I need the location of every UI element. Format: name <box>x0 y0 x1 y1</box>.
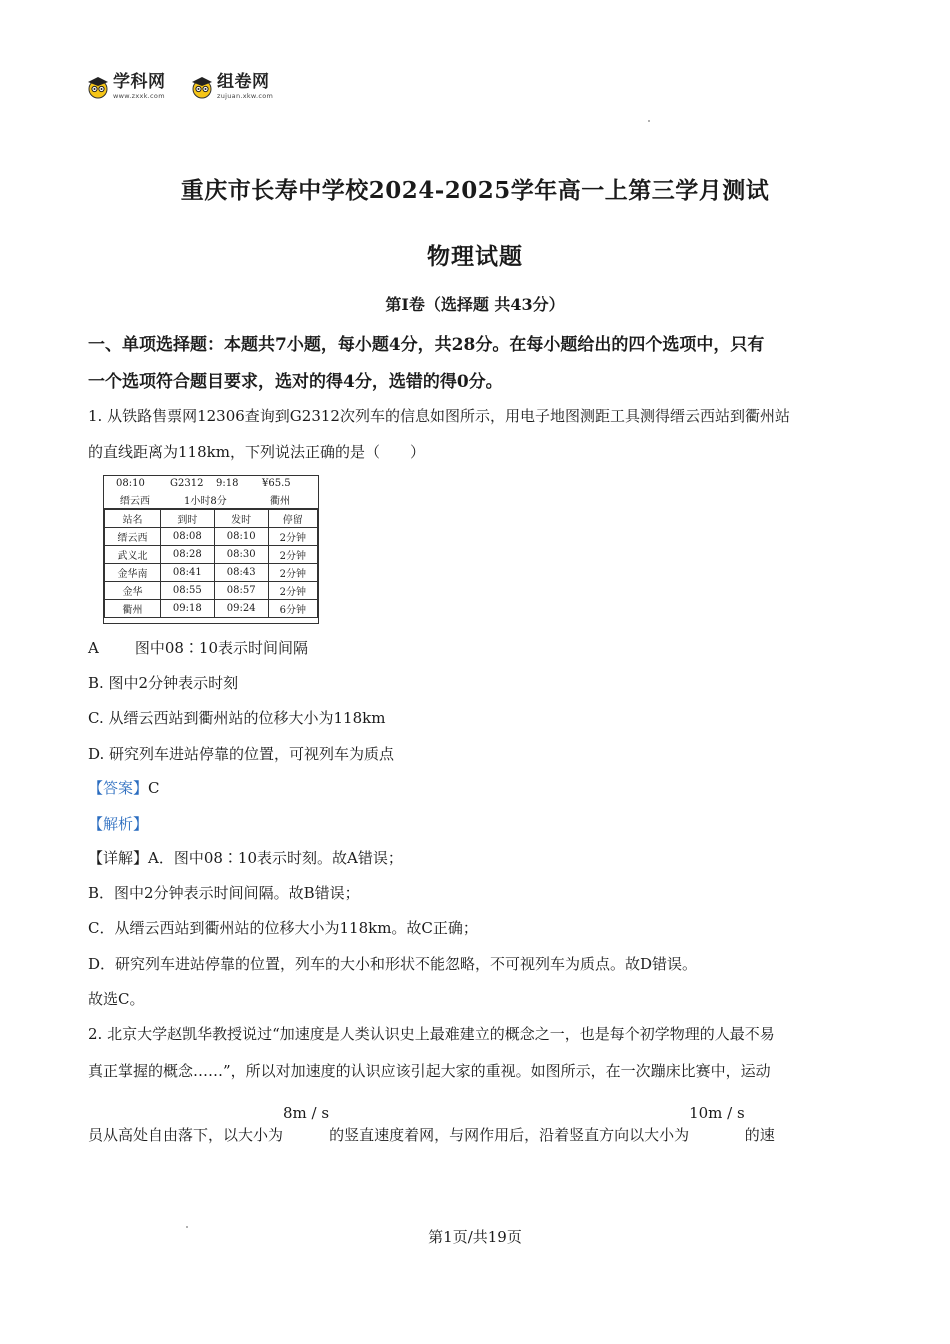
q2-line3 <box>88 1104 775 1145</box>
section-heading-line1: 一、单项选择题：本题共7小题，每小题4分，共28分。在每小题给出的四个选项中，只有 <box>88 335 765 355</box>
table-cell: 2分钟 <box>268 528 317 546</box>
table-cell: 金华南 <box>105 564 161 582</box>
page-subtitle: 物理试题 <box>427 243 523 270</box>
train-number: G2312 <box>170 478 204 489</box>
from-station: 缙云西 <box>120 496 150 507</box>
detail-c: C．从缙云西站到衢州站的位移大小为118km。故C正确； <box>88 919 478 937</box>
table-cell: 08:08 <box>160 528 214 546</box>
table-cell: 2分钟 <box>268 546 317 564</box>
detail-d: D．研究列车进站停靠的位置，列车的大小和形状不能忽略，不可视列车为质点。故D错误。 <box>88 955 698 973</box>
logo-name: 学科网 <box>113 72 166 93</box>
table-cell: 2分钟 <box>268 564 317 582</box>
duration: 1小时8分 <box>184 496 227 507</box>
table-row <box>105 546 318 564</box>
option-d: D. 研究列车进站停靠的位置，可视列车为质点 <box>88 745 395 763</box>
table-cell: 武义北 <box>105 546 161 564</box>
table-cell: 09:24 <box>214 600 268 618</box>
table-cell: 金华 <box>105 582 161 600</box>
table-cell: 08:30 <box>214 546 268 564</box>
q1-stem-line1: 1. 从铁路售票网12306查询到G2312次列车的信息如图所示，用电子地图测距工具测得缙云西站到衢州站 <box>88 407 790 425</box>
page-title: 重庆市长寿中学校2024-2025学年高一上第三学月测试 <box>180 177 770 204</box>
q2-line3-c: 的速 <box>744 1126 775 1144</box>
table-cell: 08:10 <box>214 528 268 546</box>
detail-a: A．图中08∶10表示时刻。故A错误； <box>148 849 403 867</box>
logo-xuekewang <box>86 72 166 102</box>
option-a-text: 图中08∶10表示时间间隔 <box>134 639 309 657</box>
to-station: 衢州 <box>270 496 290 507</box>
detail-b: B．图中2分钟表示时间间隔。故B错误； <box>88 884 360 902</box>
dep-time: 08:10 <box>116 478 145 489</box>
answer-line <box>88 777 160 798</box>
price: ¥65.5 <box>262 478 291 489</box>
schedule-summary <box>104 476 318 509</box>
mascot-icon <box>190 75 214 99</box>
table-cell: 08:55 <box>160 582 214 600</box>
table-header-row <box>105 510 318 528</box>
option-b: B. 图中2分钟表示时刻 <box>88 674 239 692</box>
table-cell: 08:57 <box>214 582 268 600</box>
detail-a-line <box>88 847 403 868</box>
table-cell: 衢州 <box>105 600 161 618</box>
mascot-icon <box>86 75 110 99</box>
volume-heading: 第I卷（选择题 共43分） <box>385 295 565 314</box>
logo-url: www.zxxk.com <box>113 92 165 101</box>
schedule-table <box>104 509 318 618</box>
arr-time: 9:18 <box>216 478 239 489</box>
table-row <box>105 564 318 582</box>
q1-stem-line2: 的直线距离为118km，下列说法正确的是（ ） <box>88 443 425 461</box>
table-row <box>105 528 318 546</box>
q2-line3-a: 员从高处自由落下，以大小为 <box>88 1126 284 1144</box>
conclusion: 故选C。 <box>88 990 145 1008</box>
table-cell: 缙云西 <box>105 528 161 546</box>
table-cell: 09:18 <box>160 600 214 618</box>
answer-label: 【答案】 <box>88 779 149 797</box>
table-cell: 08:28 <box>160 546 214 564</box>
option-a-letter: A <box>88 639 99 657</box>
answer-value: C <box>148 779 160 797</box>
option-a <box>88 637 308 658</box>
page-footer: 第1页/共19页 <box>428 1228 522 1246</box>
table-cell: 6分钟 <box>268 600 317 618</box>
option-c: C. 从缙云西站到衢州站的位移大小为118km <box>88 709 386 727</box>
train-schedule-figure <box>103 475 319 624</box>
q2-line2: 真正掌握的概念……”，所以对加速度的认识应该引起大家的重视。如图所示，在一次蹦床比赛中，运动 <box>88 1062 771 1080</box>
table-cell: 08:41 <box>160 564 214 582</box>
table-row <box>105 582 318 600</box>
table-row <box>105 600 318 618</box>
table-cell: 08:43 <box>214 564 268 582</box>
detail-label: 【详解】 <box>88 849 149 867</box>
analysis-label: 【解析】 <box>88 815 149 833</box>
header-cell: 发时 <box>214 510 268 528</box>
logo-name: 组卷网 <box>217 72 270 93</box>
header-cell: 站名 <box>105 510 161 528</box>
section-heading-line2: 一个选项符合题目要求，选对的得4分，选错的得0分。 <box>88 372 503 392</box>
velocity-2: 10m / s <box>689 1104 745 1122</box>
logo-url: zujuan.xkw.com <box>217 92 274 101</box>
header-cell: 到时 <box>160 510 214 528</box>
q2-line1: 2. 北京大学赵凯华教授说过“加速度是人类认识史上最难建立的概念之一，也是每个初学物理的人最不易 <box>88 1025 775 1043</box>
logo-zujuanwang <box>190 72 273 102</box>
velocity-1: 8m / s <box>283 1104 330 1122</box>
speck <box>648 120 650 122</box>
header-cell: 停留 <box>268 510 317 528</box>
q2-line3-b: 的竖直速度着网，与网作用后，沿着竖直方向以大小为 <box>329 1126 690 1144</box>
table-cell: 2分钟 <box>268 582 317 600</box>
